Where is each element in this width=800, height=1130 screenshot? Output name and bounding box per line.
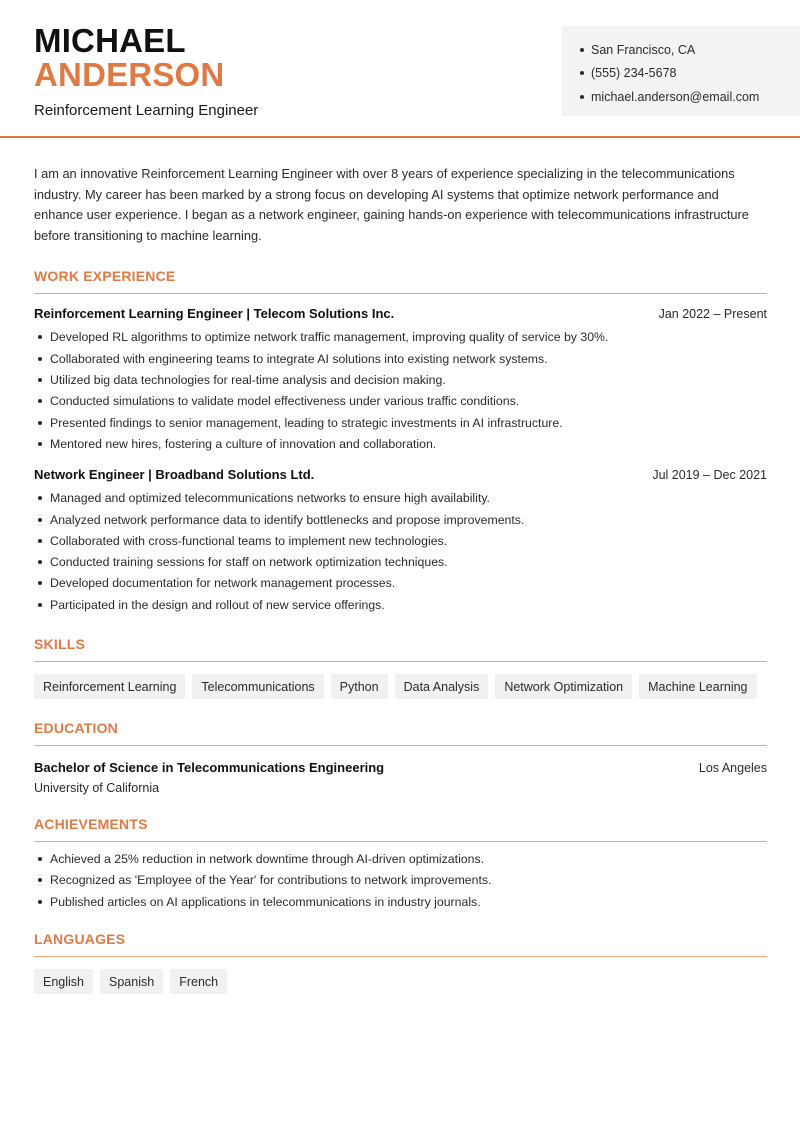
- skill-tag: Network Optimization: [495, 674, 632, 699]
- bullet-icon: [38, 560, 42, 564]
- languages-heading: LANGUAGES: [34, 931, 767, 957]
- education-degree: Bachelor of Science in Telecommunications Engineering: [34, 760, 385, 776]
- list-item: [34, 530, 767, 551]
- resume-header: [0, 0, 800, 138]
- list-item: [34, 327, 767, 348]
- job-date: Jan 2022 – Present: [658, 306, 767, 321]
- first-name: MICHAEL: [34, 22, 186, 59]
- list-item-text: Presented findings to senior management, leading to strategic investments in AI infrastructure.: [50, 415, 563, 430]
- list-item: [34, 412, 767, 433]
- list-item-text: Published articles on AI applications in telecommunications in industry journals.: [50, 894, 481, 909]
- bullet-icon: [38, 421, 42, 425]
- job-role: Network Engineer | Broadband Solutions Ltd.: [34, 466, 315, 482]
- list-item-text: Utilized big data technologies for real-time analysis and decision making.: [50, 373, 446, 388]
- contact-email: [580, 85, 800, 109]
- list-item: [34, 488, 767, 509]
- education-location: Los Angeles: [698, 761, 767, 776]
- list-item: [34, 870, 767, 891]
- list-item: [34, 848, 767, 869]
- job-header: [34, 306, 767, 321]
- bullet-icon: [38, 857, 42, 861]
- bullet-icon: [38, 539, 42, 543]
- skill-tag: Telecommunications: [192, 674, 323, 699]
- language-tag: Spanish: [100, 969, 163, 994]
- resume-content: [34, 164, 767, 994]
- list-item: [34, 433, 767, 454]
- job-date: Jul 2019 – Dec 2021: [652, 467, 767, 482]
- list-item-text: Analyzed network performance data to identify bottlenecks and propose improvements.: [50, 512, 525, 527]
- list-item: [34, 551, 767, 572]
- bullet-icon: [580, 95, 584, 99]
- bullet-icon: [38, 496, 42, 500]
- bullet-icon: [38, 399, 42, 403]
- name-block: [34, 24, 258, 119]
- achievements-list: [34, 848, 767, 912]
- skill-tag: Machine Learning: [639, 674, 756, 699]
- contact-phone-text: (555) 234-5678: [591, 66, 677, 81]
- list-item-text: Mentored new hires, fostering a culture of innovation and collaboration.: [50, 436, 437, 451]
- list-item: [34, 891, 767, 912]
- list-item: [34, 391, 767, 412]
- job-entry: [34, 306, 767, 455]
- skill-tag: Data Analysis: [395, 674, 489, 699]
- skills-tags: [34, 674, 767, 699]
- work-experience-heading: WORK EXPERIENCE: [34, 268, 767, 294]
- bullet-icon: [38, 357, 42, 361]
- list-item-text: Developed RL algorithms to optimize network traffic management, improving quality of service by 30%.: [50, 330, 609, 345]
- education-header: [34, 760, 767, 775]
- bullet-icon: [38, 335, 42, 339]
- contact-phone: [580, 62, 800, 86]
- list-item: [34, 348, 767, 369]
- list-item-text: Conducted training sessions for staff on network optimization techniques.: [50, 555, 448, 570]
- list-item-text: Achieved a 25% reduction in network downtime through AI-driven optimizations.: [50, 852, 485, 867]
- bullet-icon: [580, 71, 584, 75]
- job-role: Reinforcement Learning Engineer | Telecom Solutions Inc.: [34, 305, 395, 321]
- list-item-text: Developed documentation for network management processes.: [50, 576, 396, 591]
- bullet-icon: [38, 581, 42, 585]
- bullet-icon: [38, 442, 42, 446]
- job-bullets: [34, 327, 767, 455]
- bullet-icon: [38, 900, 42, 904]
- skill-tag: Python: [331, 674, 388, 699]
- contact-location: [580, 38, 800, 62]
- education-heading: EDUCATION: [34, 720, 767, 746]
- job-bullets: [34, 488, 767, 616]
- list-item-text: Conducted simulations to validate model effectiveness under various traffic conditions.: [50, 394, 520, 409]
- skill-tag: Reinforcement Learning: [34, 674, 185, 699]
- list-item: [34, 594, 767, 615]
- contact-email-text: michael.anderson@email.com: [591, 89, 760, 104]
- education-school: University of California: [34, 781, 160, 796]
- bullet-icon: [38, 378, 42, 382]
- list-item: [34, 573, 767, 594]
- list-item: [34, 509, 767, 530]
- bullet-icon: [38, 518, 42, 522]
- list-item-text: Participated in the design and rollout of new service offerings.: [50, 597, 385, 612]
- job-header: [34, 467, 767, 482]
- list-item-text: Managed and optimized telecommunications networks to ensure high availability.: [50, 491, 490, 506]
- skills-heading: SKILLS: [34, 636, 767, 662]
- job-entry: [34, 467, 767, 616]
- bullet-icon: [38, 603, 42, 607]
- last-name: ANDERSON: [34, 56, 225, 93]
- list-item-text: Collaborated with cross-functional teams to implement new technologies.: [50, 533, 448, 548]
- contact-location-text: San Francisco, CA: [591, 42, 696, 57]
- bullet-icon: [38, 878, 42, 882]
- bullet-icon: [580, 48, 584, 52]
- job-title: Reinforcement Learning Engineer: [34, 102, 259, 119]
- achievements-heading: ACHIEVEMENTS: [34, 816, 767, 842]
- languages-tags: [34, 969, 767, 994]
- list-item: [34, 369, 767, 390]
- list-item-text: Recognized as 'Employee of the Year' for contributions to network improvements.: [50, 873, 492, 888]
- list-item-text: Collaborated with engineering teams to integrate AI solutions into existing network systems.: [50, 351, 548, 366]
- contact-box: [562, 26, 800, 116]
- summary: I am an innovative Reinforcement Learning Engineer with over 8 years of experience specializing in the telecommunications industry. My career has been marked by a strong focus on developing AI systems that optimize network performance and enhance user experience. I began as a network engineer, gaining hands-on experience with telecommunications infrastructure before transitioning to machine learning.: [34, 166, 749, 244]
- language-tag: English: [34, 969, 93, 994]
- language-tag: French: [170, 969, 227, 994]
